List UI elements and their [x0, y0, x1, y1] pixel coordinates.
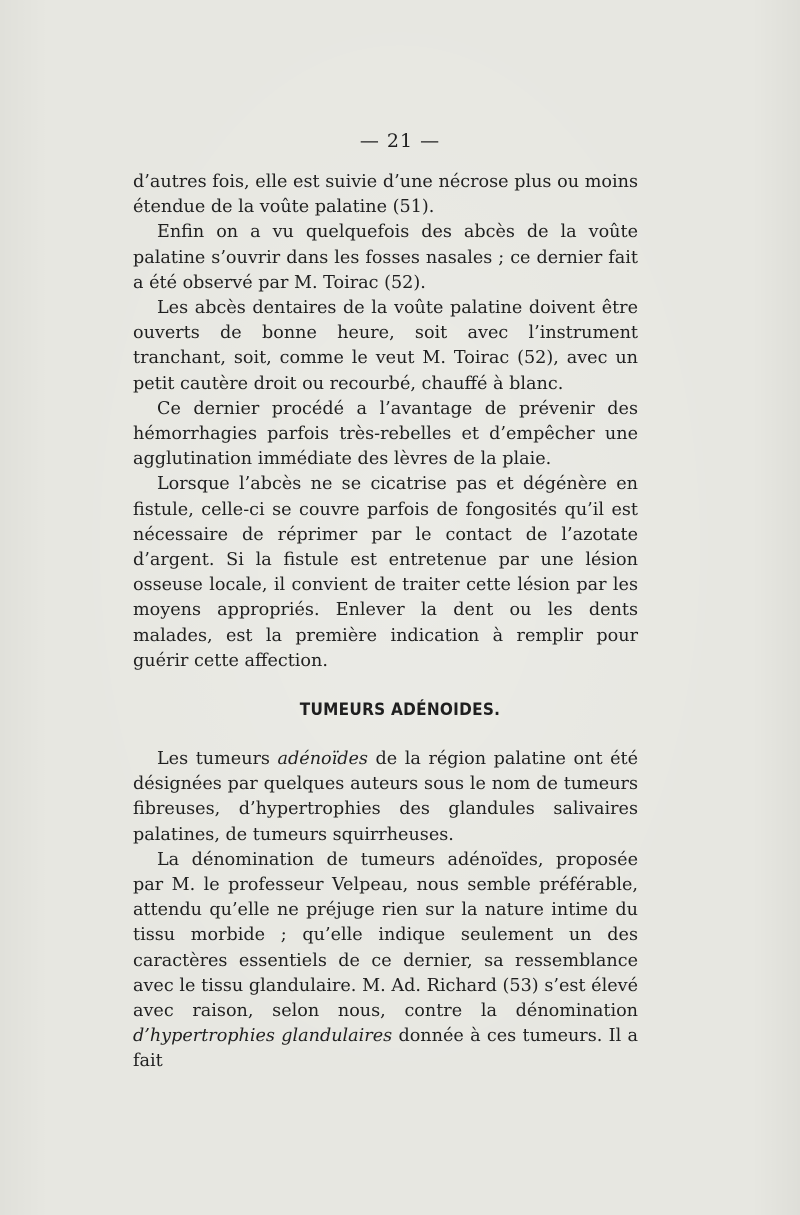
text-run: Les tumeurs	[157, 749, 278, 769]
paragraph-continued: d’autres fois, elle est suivie d’une nécrose plus ou moins étendue de la voûte palatine (51).	[133, 172, 638, 218]
page-number: — 21 —	[359, 130, 441, 152]
italic-term: adénoïdes	[277, 749, 368, 769]
paragraph: Les abcès dentaires de la voûte palatine doivent être ouverts de bonne heure, soit avec l’instrument tranchant, soit, comme le veut M. Toirac (52), avec un petit cautère droit ou recourbé, chauffé à blanc.	[133, 298, 638, 394]
section-heading: TUMEURS ADÉNOIDES.	[299, 700, 501, 720]
italic-term: d’hypertrophies glandulaires	[133, 1026, 393, 1047]
paragraph: Enfin on a vu quelquefois des abcès de la voûte palatine s’ouvrir dans les fosses nasales ; ce dernier fait a été observé par M. Toirac (52).	[133, 222, 638, 293]
paragraph: Ce dernier procédé a l’avantage de prévenir des hémorrhagies parfois très-rebelles et d’empêcher une agglutination immédiate des lèvres de la plaie.	[133, 398, 638, 470]
text-run: La dénomination de tumeurs adénoïdes, proposée par M. le professeur Velpeau, nous semble préférable, attendu qu’elle ne préjuge rien sur la nature intime du tissu morbide ; qu’elle indique seulement un des caractères essentiels de ce dernier, sa ressemblance avec le tissu glandulaire. M. Ad. Richard (53) s’est élevé avec raison, selon nous, contre la dénomination	[133, 849, 638, 1022]
text-run: de la région palatine ont été désignées par quelques auteurs sous le nom de tumeurs fibreuses, d’hypertrophies des glandules salivaires palatines, de tumeurs squirrheuses.	[133, 749, 638, 845]
text-block-bottom	[133, 747, 638, 1075]
paragraph: Lorsque l’abcès ne se cicatrise pas et dégénère en fistule, celle-ci se couvre parfois de fongosités qu’il est nécessaire de réprimer par le contact de l’azotate d’argent. Si la fistule est entretenue par une lésion osseuse locale, il convient de traiter cette lésion par les moyens appropriés. Enlever la dent ou les dents malades, est la première indication à remplir pour guérir cette affection.	[133, 474, 638, 671]
paragraph	[133, 848, 638, 1075]
text-run: donnée à ces tumeurs. Il a fait	[133, 1026, 639, 1072]
text-block-top	[133, 170, 638, 674]
paragraph	[133, 747, 638, 848]
